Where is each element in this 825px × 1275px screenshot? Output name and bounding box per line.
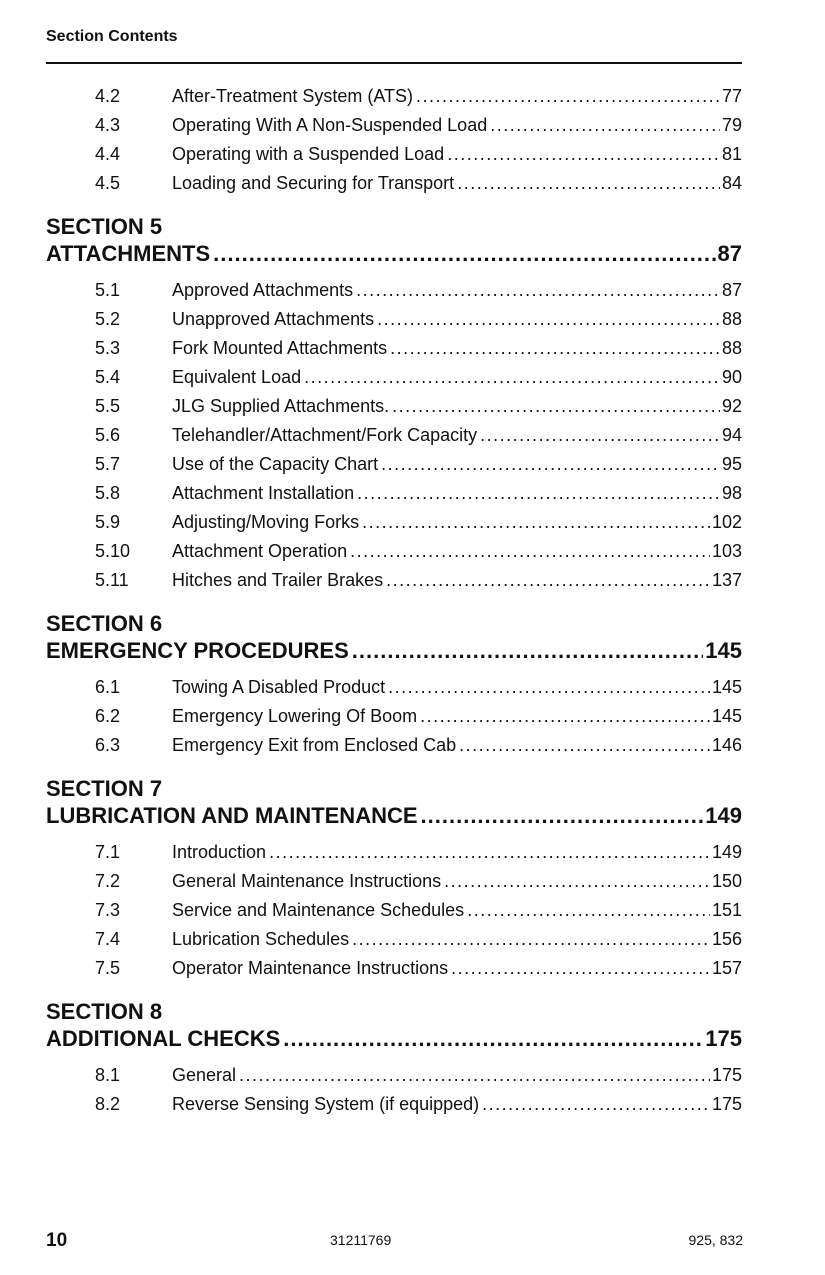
section-heading[interactable] xyxy=(46,1026,742,1054)
toc-entry-number: 5.9 xyxy=(95,512,121,532)
toc-entry-title: Service and Maintenance Schedules xyxy=(172,900,465,920)
toc-entry-number: 4.4 xyxy=(95,144,121,164)
toc-entry-page: 102 xyxy=(711,512,742,532)
toc-entry-number: 5.7 xyxy=(95,454,121,474)
toc-entry-page: 146 xyxy=(711,735,742,755)
toc-entry-title: Unapproved Attachments xyxy=(172,309,375,329)
toc-dot-leader xyxy=(269,842,710,863)
toc-entry-title: Adjusting/Moving Forks xyxy=(172,512,360,532)
section-dot-leader xyxy=(213,241,715,267)
toc-dot-leader xyxy=(362,512,710,533)
toc-entry-number: 5.3 xyxy=(95,338,121,358)
toc-entry-title: Hitches and Trailer Brakes xyxy=(172,570,384,590)
toc-entry-title: After-Treatment System (ATS) xyxy=(172,86,414,106)
toc-entry-page: 150 xyxy=(711,871,742,891)
toc-entry[interactable] xyxy=(95,512,742,536)
section-title: ADDITIONAL CHECKS xyxy=(46,1026,281,1051)
toc-dot-leader xyxy=(392,396,720,417)
toc-entry-number: 8.1 xyxy=(95,1065,121,1085)
toc-entry[interactable] xyxy=(95,900,742,924)
toc-dot-leader xyxy=(457,173,720,194)
toc-dot-leader xyxy=(386,570,710,591)
toc-entry[interactable] xyxy=(95,735,742,759)
toc-entry-number: 4.2 xyxy=(95,86,121,106)
toc-entry-title: Operator Maintenance Instructions xyxy=(172,958,449,978)
toc-entry-number: 6.3 xyxy=(95,735,121,755)
toc-entry[interactable] xyxy=(95,115,742,139)
toc-entry[interactable] xyxy=(95,396,742,420)
toc-dot-leader xyxy=(390,338,720,359)
toc-entry-page: 151 xyxy=(711,900,742,920)
toc-dot-leader xyxy=(350,541,710,562)
toc-dot-leader xyxy=(447,144,720,165)
toc-entry-title: Attachment Operation xyxy=(172,541,348,561)
toc-dot-leader xyxy=(357,483,720,504)
toc-entry-title: Operating with a Suspended Load xyxy=(172,144,445,164)
toc-entry-page: 145 xyxy=(711,677,742,697)
toc-entry[interactable] xyxy=(95,541,742,565)
section-page: 87 xyxy=(717,241,742,266)
toc-entry[interactable] xyxy=(95,958,742,982)
toc-dot-leader xyxy=(451,958,710,979)
toc-entry-title: Lubrication Schedules xyxy=(172,929,350,949)
toc-entry-title: Operating With A Non-Suspended Load xyxy=(172,115,488,135)
toc-entry-page: 156 xyxy=(711,929,742,949)
section-dot-leader xyxy=(352,638,704,664)
toc-entry-page: 103 xyxy=(711,541,742,561)
toc-dot-leader xyxy=(490,115,720,136)
toc-entry-number: 7.1 xyxy=(95,842,121,862)
toc-dot-leader xyxy=(304,367,720,388)
toc-dot-leader xyxy=(420,706,710,727)
section-heading[interactable] xyxy=(46,241,742,269)
section-title: EMERGENCY PROCEDURES xyxy=(46,638,349,663)
toc-entry-page: 88 xyxy=(721,338,742,358)
toc-entry[interactable] xyxy=(95,842,742,866)
toc-entry-page: 77 xyxy=(721,86,742,106)
toc-entry-page: 84 xyxy=(721,173,742,193)
toc-entry[interactable] xyxy=(95,1094,742,1118)
toc-entry-title: JLG Supplied Attachments. xyxy=(172,396,390,416)
toc-entry[interactable] xyxy=(95,173,742,197)
toc-entry-page: 175 xyxy=(711,1065,742,1085)
toc-dot-leader xyxy=(377,309,720,330)
toc-entry-number: 5.5 xyxy=(95,396,121,416)
toc-entry[interactable] xyxy=(95,425,742,449)
toc-entry-title: General Maintenance Instructions xyxy=(172,871,442,891)
toc-entry-number: 5.6 xyxy=(95,425,121,445)
section-label: SECTION 7 xyxy=(46,776,163,801)
section-heading[interactable] xyxy=(46,803,742,831)
toc-entry-page: 87 xyxy=(721,280,742,300)
toc-entry-page: 94 xyxy=(721,425,742,445)
toc-entry-number: 7.3 xyxy=(95,900,121,920)
toc-entry-title: Introduction xyxy=(172,842,267,862)
toc-entry-page: 81 xyxy=(721,144,742,164)
toc-entry-page: 88 xyxy=(721,309,742,329)
footer-model-numbers: 925, 832 xyxy=(688,1232,743,1248)
toc-entry[interactable] xyxy=(95,483,742,507)
toc-dot-leader xyxy=(482,1094,710,1115)
toc-entry-page: 145 xyxy=(711,706,742,726)
toc-entry-title: General xyxy=(172,1065,237,1085)
toc-entry[interactable] xyxy=(95,1065,742,1089)
toc-entry-page: 90 xyxy=(721,367,742,387)
toc-entry-title: Loading and Securing for Transport xyxy=(172,173,455,193)
toc-dot-leader xyxy=(352,929,710,950)
toc-entry[interactable] xyxy=(95,871,742,895)
toc-entry-title: Emergency Lowering Of Boom xyxy=(172,706,418,726)
toc-entry-page: 95 xyxy=(721,454,742,474)
toc-entry-title: Attachment Installation xyxy=(172,483,355,503)
section-heading[interactable] xyxy=(46,638,742,666)
toc-dot-leader xyxy=(356,280,720,301)
toc-entry-title: Reverse Sensing System (if equipped) xyxy=(172,1094,480,1114)
header-divider xyxy=(46,62,742,64)
toc-entry-page: 98 xyxy=(721,483,742,503)
toc-entry-number: 8.2 xyxy=(95,1094,121,1114)
toc-entry-page: 137 xyxy=(711,570,742,590)
section-label: SECTION 8 xyxy=(46,999,163,1024)
toc-entry-number: 7.2 xyxy=(95,871,121,891)
toc-entry-title: Equivalent Load xyxy=(172,367,302,387)
toc-entry-page: 79 xyxy=(721,115,742,135)
toc-dot-leader xyxy=(467,900,710,921)
section-dot-leader xyxy=(421,803,704,829)
toc-dot-leader xyxy=(381,454,720,475)
toc-entry-title: Emergency Exit from Enclosed Cab xyxy=(172,735,457,755)
toc-entry-number: 6.1 xyxy=(95,677,121,697)
toc-entry[interactable] xyxy=(95,280,742,304)
toc-entry-page: 175 xyxy=(711,1094,742,1114)
section-label: SECTION 6 xyxy=(46,611,163,636)
toc-entry[interactable] xyxy=(95,570,742,594)
toc-entry-title: Telehandler/Attachment/Fork Capacity xyxy=(172,425,478,445)
toc-dot-leader xyxy=(416,86,720,107)
footer-document-number: 31211769 xyxy=(330,1232,392,1248)
toc-entry-number: 4.3 xyxy=(95,115,121,135)
toc-dot-leader xyxy=(444,871,710,892)
toc-entry-number: 4.5 xyxy=(95,173,121,193)
section-page: 149 xyxy=(705,803,742,828)
toc-entry-title: Use of the Capacity Chart xyxy=(172,454,379,474)
section-page: 145 xyxy=(705,638,742,663)
toc-dot-leader xyxy=(459,735,710,756)
toc-dot-leader xyxy=(388,677,710,698)
toc-entry[interactable] xyxy=(95,86,742,110)
toc-entry[interactable] xyxy=(95,367,742,391)
toc-entry-number: 5.8 xyxy=(95,483,121,503)
toc-entry[interactable] xyxy=(95,309,742,333)
toc-entry-number: 5.2 xyxy=(95,309,121,329)
toc-entry-number: 7.4 xyxy=(95,929,121,949)
toc-entry-page: 157 xyxy=(711,958,742,978)
toc-dot-leader xyxy=(480,425,720,446)
toc-entry-number: 5.4 xyxy=(95,367,121,387)
toc-dot-leader xyxy=(239,1065,710,1086)
section-label: SECTION 5 xyxy=(46,214,163,239)
running-header-title: Section Contents xyxy=(46,28,178,45)
toc-entry[interactable] xyxy=(95,677,742,701)
toc-entry[interactable] xyxy=(95,706,742,730)
toc-entry-number: 5.10 xyxy=(95,541,131,561)
toc-entry-title: Approved Attachments xyxy=(172,280,354,300)
toc-entry-number: 6.2 xyxy=(95,706,121,726)
toc-entry[interactable] xyxy=(95,454,742,478)
toc-entry[interactable] xyxy=(95,144,742,168)
toc-entry[interactable] xyxy=(95,929,742,953)
toc-entry-page: 92 xyxy=(721,396,742,416)
section-title: LUBRICATION AND MAINTENANCE xyxy=(46,803,418,828)
toc-entry-title: Towing A Disabled Product xyxy=(172,677,386,697)
toc-entry[interactable] xyxy=(95,338,742,362)
section-dot-leader xyxy=(283,1026,703,1052)
toc-entry-number: 5.1 xyxy=(95,280,121,300)
toc-entry-number: 7.5 xyxy=(95,958,121,978)
section-title: ATTACHMENTS xyxy=(46,241,211,266)
footer-page-number: 10 xyxy=(46,1230,68,1251)
section-page: 175 xyxy=(705,1026,742,1051)
toc-entry-page: 149 xyxy=(711,842,742,862)
toc-entry-title: Fork Mounted Attachments xyxy=(172,338,388,358)
toc-entry-number: 5.11 xyxy=(95,570,129,590)
